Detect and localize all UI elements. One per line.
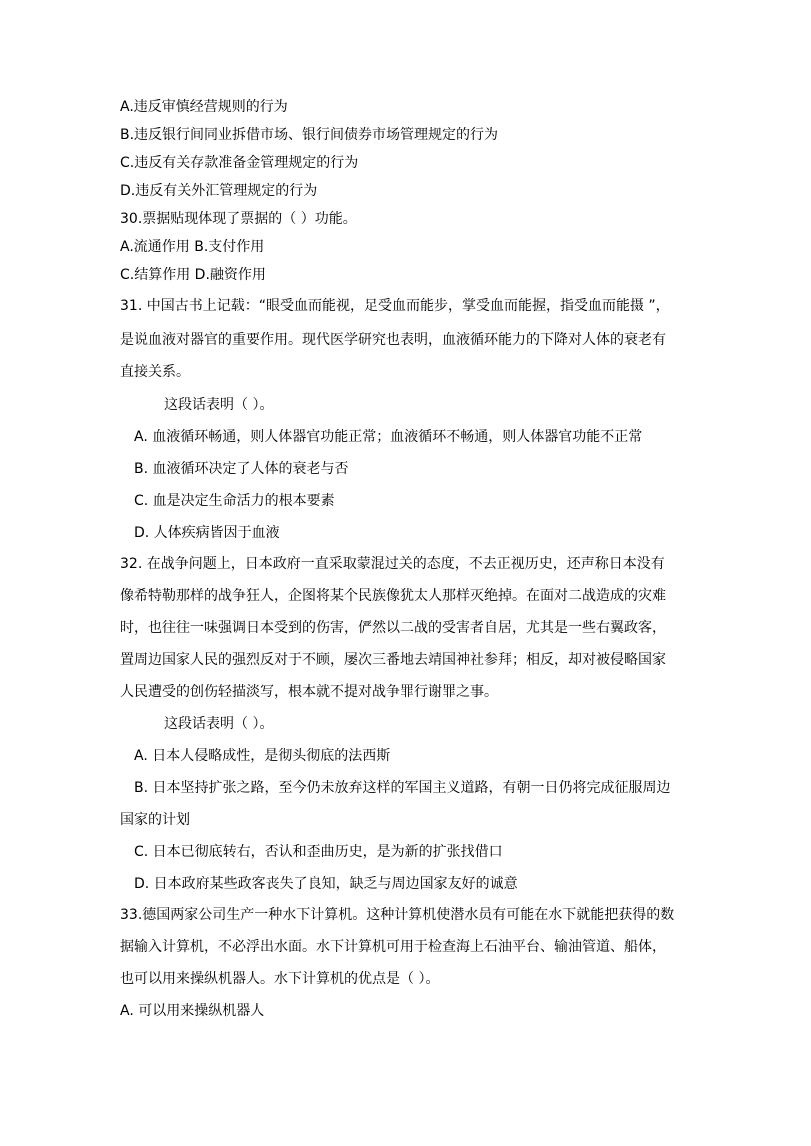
q31-prompt: 这段话表明（ ）。 — [164, 397, 274, 413]
q29-option-a: A.违反审慎经营规则的行为 — [120, 99, 288, 115]
q31-option-a: A. 血液循环畅通，则人体器官功能正常；血液循环不畅通，则人体器官功能不正常 — [134, 429, 643, 445]
q30-options-cd: C.结算作用 D.融资作用 — [120, 267, 266, 283]
q33-option-a: A. 可以用来操纵机器人 — [120, 1003, 265, 1019]
q31-text-line-1: 31. 中国古书上记载：“眼受血而能视，足受血而能步，掌受血而能握，指受血而能摄 ”， — [120, 298, 670, 314]
q29-option-c: C.违反有关存款准备金管理规定的行为 — [120, 155, 359, 171]
q32-text-line-2: 像希特勒那样的战争狂人，企图将某个民族像犹太人那样灭绝掉。在面对二战造成的灾难 — [120, 588, 666, 604]
q33-text-line-3: 也可以用来操纵机器人。水下计算机的优点是（ ）。 — [120, 971, 440, 987]
q32-option-a: A. 日本人侵略成性，是彻头彻底的法西斯 — [134, 748, 391, 764]
q32-option-d: D. 日本政府某些政客丧失了良知，缺乏与周边国家友好的诚意 — [134, 876, 518, 892]
q33-text-line-2: 据输入计算机，不必浮出水面。水下计算机可用于检查海上石油平台、输油管道、船体， — [120, 939, 666, 955]
q30-options-ab: A.流通作用 B.支付作用 — [120, 239, 265, 255]
q32-option-c: C. 日本已彻底转右，否认和歪曲历史，是为新的扩张找借口 — [134, 844, 503, 860]
q29-option-b: B.违反银行间同业拆借市场、银行间债券市场管理规定的行为 — [120, 127, 499, 143]
q30-question: 30.票据贴现体现了票据的（ ）功能。 — [120, 211, 357, 227]
q32-text-line-5: 人民遭受的创伤轻描淡写，根本就不提对战争罪行谢罪之事。 — [120, 684, 498, 700]
q31-option-c: C. 血是决定生命活力的根本要素 — [134, 493, 335, 509]
q32-text-line-3: 时，也往往一味强调日本受到的伤害，俨然以二战的受害者自居，尤其是一些右翼政客， — [120, 620, 666, 636]
q29-option-d: D.违反有关外汇管理规定的行为 — [120, 183, 318, 199]
q31-option-b: B. 血液循环决定了人体的衰老与否 — [134, 461, 349, 477]
q32-text-line-4: 置周边国家人民的强烈反对于不顾，屡次三番地去靖国神社参拜；相反，却对被侵略国家 — [120, 652, 666, 668]
q31-option-d: D. 人体疾病皆因于血液 — [134, 525, 280, 541]
q32-text-line-1: 32. 在战争问题上，日本政府一直采取蒙混过关的态度，不去正视历史，还声称日本没有 — [120, 556, 665, 572]
q32-option-b-continued: 国家的计划 — [120, 812, 190, 828]
q31-text-line-3: 直接关系。 — [120, 364, 190, 380]
q31-text-line-2: 是说血液对器官的重要作用。现代医学研究也表明，血液循环能力的下降对人体的衰老有 — [120, 332, 666, 348]
q32-prompt: 这段话表明（ ）。 — [164, 716, 274, 732]
q32-option-b: B. 日本坚持扩张之路，至今仍未放弃这样的军国主义道路，有朝一日仍将完成征服周边 — [134, 780, 671, 796]
q33-text-line-1: 33.德国两家公司生产一种水下计算机。这种计算机使潜水员有可能在水下就能把获得的数 — [120, 907, 675, 923]
